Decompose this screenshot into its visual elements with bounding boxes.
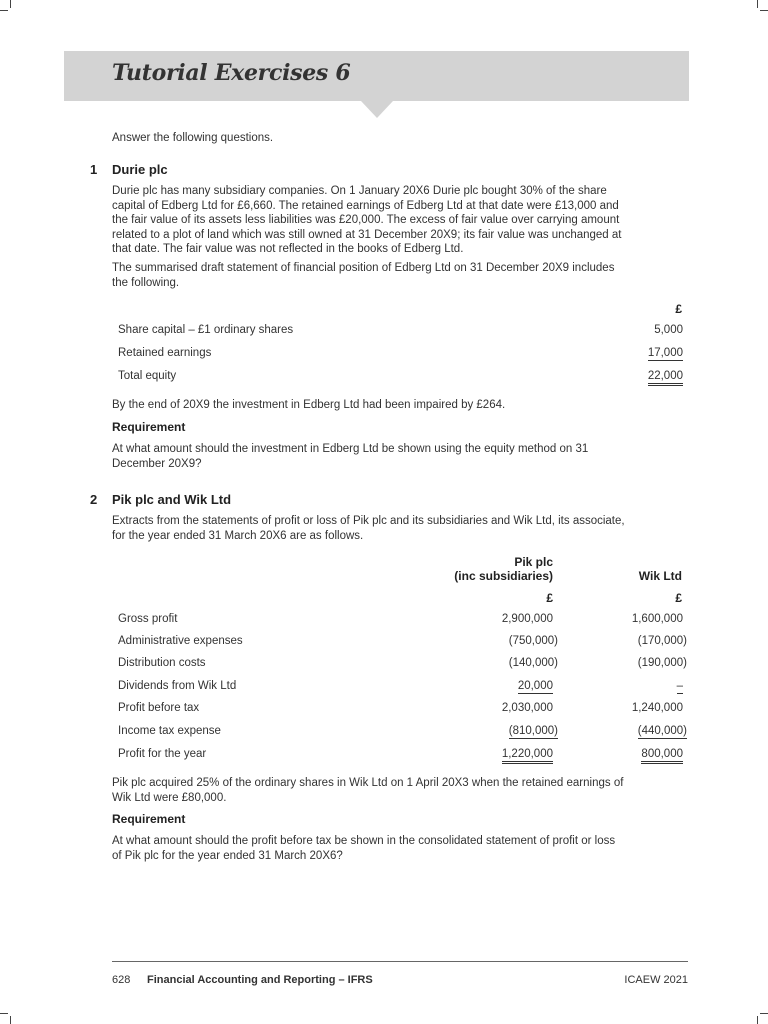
q2-wik-value: 1,240,000 [631,702,683,714]
crop-mark [10,1016,11,1024]
page-title: Tutorial Exercises 6 [112,60,351,86]
question-2-number: 2 [90,492,98,507]
q2-row-label: Distribution costs [118,657,206,669]
question-2-title: Pik plc and Wik Ltd [112,492,232,507]
q2-col1-currency: £ [546,591,553,605]
footer-rule [112,961,688,962]
crop-mark [0,10,8,11]
q1-row-total: 22,000 [648,370,683,386]
q1-requirement-text: At what amount should the investment in Edberg Ltd be shown using the equity method on 31 December 20X9? [112,443,589,470]
q2-pik-value: 20,000 [517,680,553,692]
q2-row-label: Administrative expenses [118,635,243,647]
crop-mark [0,1013,8,1014]
header-band [64,51,689,101]
q1-paragraph-2: The summarised draft statement of financial position of Edberg Ltd on 31 December 20X9 includes the following. [112,262,615,289]
q2-pik-value: (810,000) [508,725,558,737]
q2-pik-value: (140,000) [508,657,558,669]
q2-col1-header-line1: Pik plc [514,555,553,569]
q2-wik-value: – [676,680,683,692]
q2-wik-value: (170,000) [637,635,687,647]
q2-requirement-text: At what amount should the profit before tax be shown in the consolidated statement of profit or loss of Pik plc for the year ended 31 March 20X6? [112,835,616,862]
q1-requirement-label: Requirement [112,420,186,434]
q2-col1-header-line2: (inc subsidiaries) [454,569,553,583]
q2-col2-currency: £ [675,591,682,605]
page-number: 628 [112,974,131,986]
q2-row-label: Profit for the year [118,748,207,760]
q2-wik-value: (440,000) [637,725,687,737]
q1-paragraph-3: By the end of 20X9 the investment in Edberg Ltd had been impaired by £264. [112,399,506,411]
header-pointer [361,101,393,118]
q2-row-label: Profit before tax [118,702,200,714]
publisher: ICAEW 2021 [624,974,688,986]
q2-wik-value: (190,000) [637,657,687,669]
q1-row-label: Share capital – £1 ordinary shares [118,324,294,336]
crop-mark [757,0,758,8]
q2-row-label: Dividends from Wik Ltd [118,680,237,692]
intro-text: Answer the following questions. [112,132,274,144]
q2-row-label: Income tax expense [118,725,221,737]
q1-row-value: 17,000 [647,347,683,359]
q1-row-label: Retained earnings [118,347,212,359]
q1-row-label: Total equity [118,370,177,382]
q2-requirement-label: Requirement [112,812,186,826]
q2-pik-total: 1,220,000 [502,748,553,764]
q1-row-value: 5,000 [654,324,683,336]
q2-row-label: Gross profit [118,613,178,625]
q2-pik-value: (750,000) [508,635,558,647]
q2-paragraph-1: Extracts from the statements of profit or loss of Pik plc and its subsidiaries and Wik Ltd, its associate, for the year ended 31 March 20X6 are as follows. [112,515,625,542]
q2-pik-value: 2,030,000 [501,702,553,714]
question-1-number: 1 [90,162,98,177]
q2-pik-value: 2,900,000 [501,613,553,625]
crop-mark [760,1013,768,1014]
book-title: Financial Accounting and Reporting – IFRS [147,974,373,986]
q2-paragraph-2: Pik plc acquired 25% of the ordinary shares in Wik Ltd on 1 April 20X3 when the retained earnings of Wik Ltd were £80,000. [112,777,624,804]
q2-wik-total: 800,000 [641,748,683,764]
q1-paragraph-1: Durie plc has many subsidiary companies. On 1 January 20X6 Durie plc bought 30% of the share capital of Edberg Ltd for £6,660. The retained earnings of Edberg Ltd at that date were £13,000 and the fair value of its assets less liabilities was £20,000. The excess of fair value over carrying amount related to a plot of land which was still owned at 31 December 20X9; its fair value was unchanged at that date. The fair value was not reflected in the books of Edberg Ltd. [112,185,622,255]
crop-mark [10,0,11,8]
q2-wik-value: 1,600,000 [631,613,683,625]
crop-mark [757,1016,758,1024]
q1-currency-header: £ [675,302,682,316]
question-1-title: Durie plc [112,162,168,177]
crop-mark [760,10,768,11]
q2-col2-header: Wik Ltd [638,569,682,583]
